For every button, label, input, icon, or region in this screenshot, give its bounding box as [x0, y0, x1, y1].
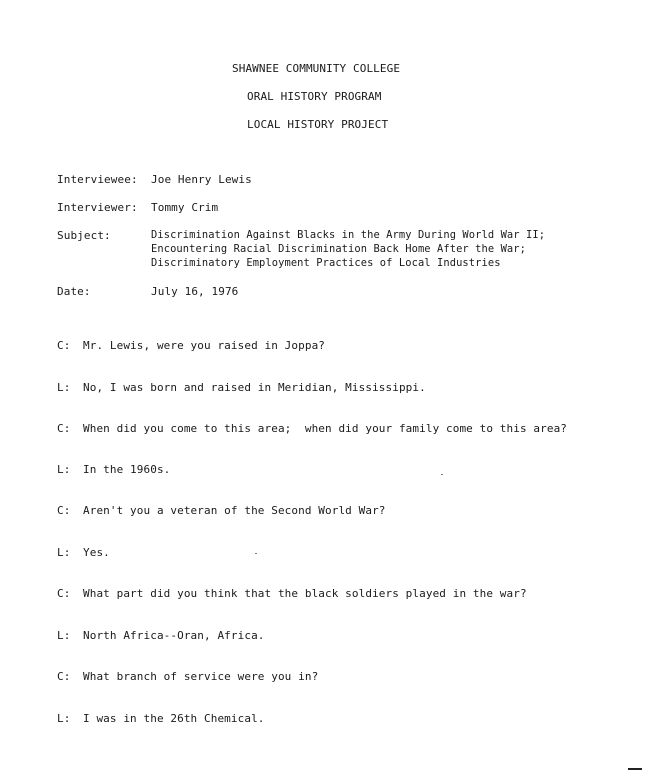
transcript-speaker: C:: [57, 422, 71, 435]
transcript-speaker: L:: [57, 629, 71, 642]
transcript-text: Yes.: [83, 546, 110, 559]
scan-edge-mark: [628, 768, 642, 770]
transcript-speaker: L:: [57, 463, 71, 476]
subject-line-2: Encountering Racial Discrimination Back Home After the War;: [151, 243, 526, 255]
transcript-speaker: C:: [57, 670, 71, 683]
interviewer-label: Interviewer:: [57, 201, 138, 214]
subject-label: Subject:: [57, 229, 111, 242]
transcript-speaker: C:: [57, 587, 71, 600]
transcript-text: What part did you think that the black soldiers played in the war?: [83, 587, 527, 600]
subject-line-1: Discrimination Against Blacks in the Army During World War II;: [151, 229, 546, 241]
interviewee-value: Joe Henry Lewis: [151, 173, 252, 186]
transcript-text: I was in the 26th Chemical.: [83, 712, 265, 725]
transcript-text: Aren't you a veteran of the Second World War?: [83, 504, 386, 517]
transcript-speaker: C:: [57, 504, 71, 517]
subject-line-3: Discriminatory Employment Practices of Local Industries: [151, 257, 501, 269]
transcript-text: North Africa--Oran, Africa.: [83, 629, 265, 642]
transcript-text: Mr. Lewis, were you raised in Joppa?: [83, 339, 326, 352]
date-label: Date:: [57, 285, 91, 298]
transcript-speaker: L:: [57, 546, 71, 559]
transcript-text: When did you come to this area; when did your family come to this area?: [83, 422, 568, 435]
header-program: ORAL HISTORY PROGRAM: [247, 90, 382, 103]
header-institution: SHAWNEE COMMUNITY COLLEGE: [232, 62, 401, 75]
transcript-speaker: C:: [57, 339, 71, 352]
transcript-speaker: L:: [57, 381, 71, 394]
date-value: July 16, 1976: [151, 285, 239, 298]
transcript-text: No, I was born and raised in Meridian, Mississippi.: [83, 381, 426, 394]
transcript-speaker: L:: [57, 712, 71, 725]
transcript-text: What branch of service were you in?: [83, 670, 319, 683]
interviewee-label: Interviewee:: [57, 173, 138, 186]
header-project: LOCAL HISTORY PROJECT: [247, 118, 389, 131]
scan-speck: [255, 553, 257, 554]
interviewer-value: Tommy Crim: [151, 201, 219, 214]
transcript-text: In the 1960s.: [83, 463, 171, 476]
scan-speck: [441, 474, 443, 475]
